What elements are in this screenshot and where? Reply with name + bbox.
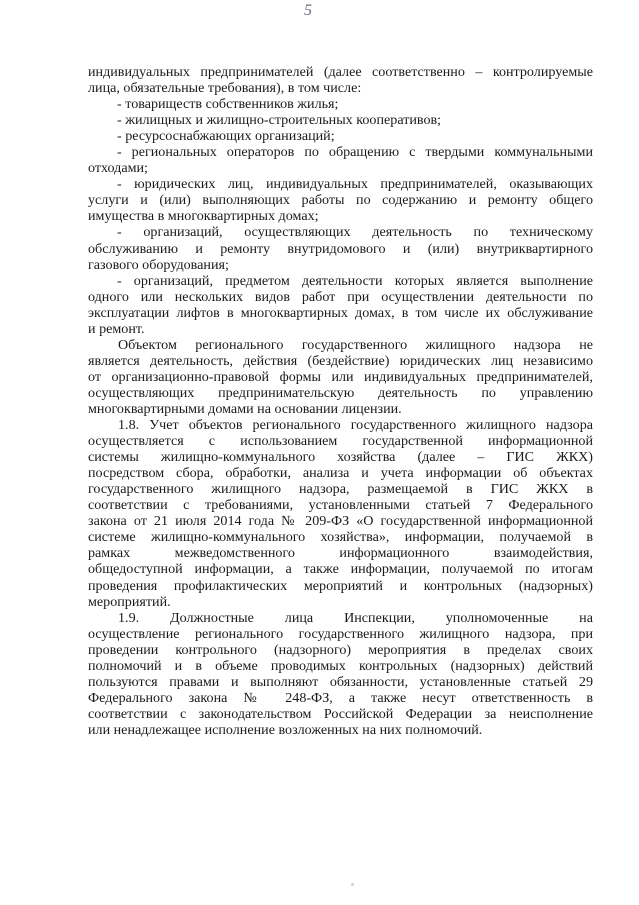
text-line: системе жилищно-коммунального хозяйства», информации, получаемой в	[88, 529, 593, 546]
text-line: эксплуатации лифтов в многоквартирных домах, в том числе их обслуживание	[88, 304, 593, 321]
text-line: мероприятий.	[88, 593, 171, 610]
text-line: осуществляющих предпринимательскую деятельность по управлению	[88, 384, 593, 401]
text-line: соответствии с законодательством Российской Федерации за неисполнение	[88, 705, 593, 722]
section-1-9-first-line: 1.9. Должностные лица Инспекции, уполномоченные на	[118, 609, 593, 626]
text-line: одного или нескольких видов работ при осуществлении деятельности по	[88, 288, 593, 305]
text-line: рамках межведомственного информационного взаимодействия,	[88, 545, 593, 562]
text-line: газового оборудования;	[88, 256, 229, 273]
text-line: индивидуальных предпринимателей (далее соответственно – контролируемые	[88, 64, 593, 80]
text-line: отходами;	[88, 160, 148, 177]
text-line: посредством сбора, обработки, анализа и учета информации об объектах	[88, 465, 593, 482]
text-line: имущества в многоквартирных домах;	[88, 208, 319, 225]
text-line: общедоступной информации, а также информации, получаемой по итогам	[88, 561, 593, 578]
text-line: осуществление регионального государственного жилищного надзора, при	[88, 625, 593, 642]
text-line: является деятельность, действия (бездействие) юридических лиц независимо	[88, 352, 593, 369]
scan-speck	[351, 883, 354, 886]
list-item: - товариществ собственников жилья;	[117, 96, 339, 113]
text-line: пользуются правами и выполняют обязанности, установленные статьей 29	[88, 673, 593, 690]
section-1-8-first-line: 1.8. Учет объектов регионального государственного жилищного надзора	[118, 417, 593, 434]
text-line: многоквартирными домами на основании лицензии.	[88, 400, 402, 417]
text-line: Федерального закона № 248-ФЗ, а также несут ответственность в	[88, 689, 593, 706]
text-line: государственного жилищного надзора, размещаемой в ГИС ЖКХ в	[88, 481, 593, 498]
list-item: - юридических лиц, индивидуальных предпринимателей, оказывающих	[117, 176, 593, 193]
text-line: от организационно-правовой формы или индивидуальных предпринимателей,	[88, 368, 593, 385]
paragraph-first-line: Объектом регионального государственного жилищного надзора не	[118, 336, 593, 353]
text-line: закона от 21 июля 2014 года № 209-ФЗ «О государственной информационной	[88, 513, 593, 530]
list-item: - организаций, предметом деятельности которых является выполнение	[117, 272, 593, 289]
text-line: услуги и (или) выполняющих работы по содержанию и ремонту общего	[88, 192, 593, 209]
text-line: соответствии с требованиями, установленными статьей 7 Федерального	[88, 497, 593, 514]
document-body	[88, 64, 593, 738]
list-item: - организаций, осуществляющих деятельность по техническому	[117, 224, 593, 241]
text-line: полномочий и в объеме проводимых контрольных (надзорных) действий	[88, 657, 593, 674]
text-line: обслуживанию и ремонту внутридомового и (или) внутриквартирного	[88, 240, 593, 257]
list-item: - региональных операторов по обращению с твердыми коммунальными	[117, 144, 593, 161]
text-line: лица, обязательные требования), в том числе:	[88, 80, 362, 97]
text-line: проведении контрольного (надзорного) мероприятия в пределах своих	[88, 641, 593, 658]
list-item: - жилищных и жилищно-строительных кооперативов;	[117, 112, 442, 129]
text-line: или ненадлежащее исполнение возложенных на них полномочий.	[88, 721, 483, 738]
page-number: 5	[304, 2, 312, 19]
text-line: осуществляется с использованием государственной информационной	[88, 433, 593, 450]
text-line: системы жилищно-коммунального хозяйства (далее – ГИС ЖКХ)	[88, 449, 593, 466]
text-line: проведения профилактических мероприятий и контрольных (надзорных)	[88, 577, 593, 594]
list-item: - ресурсоснабжающих организаций;	[117, 128, 335, 145]
text-line: и ремонт.	[88, 320, 145, 337]
